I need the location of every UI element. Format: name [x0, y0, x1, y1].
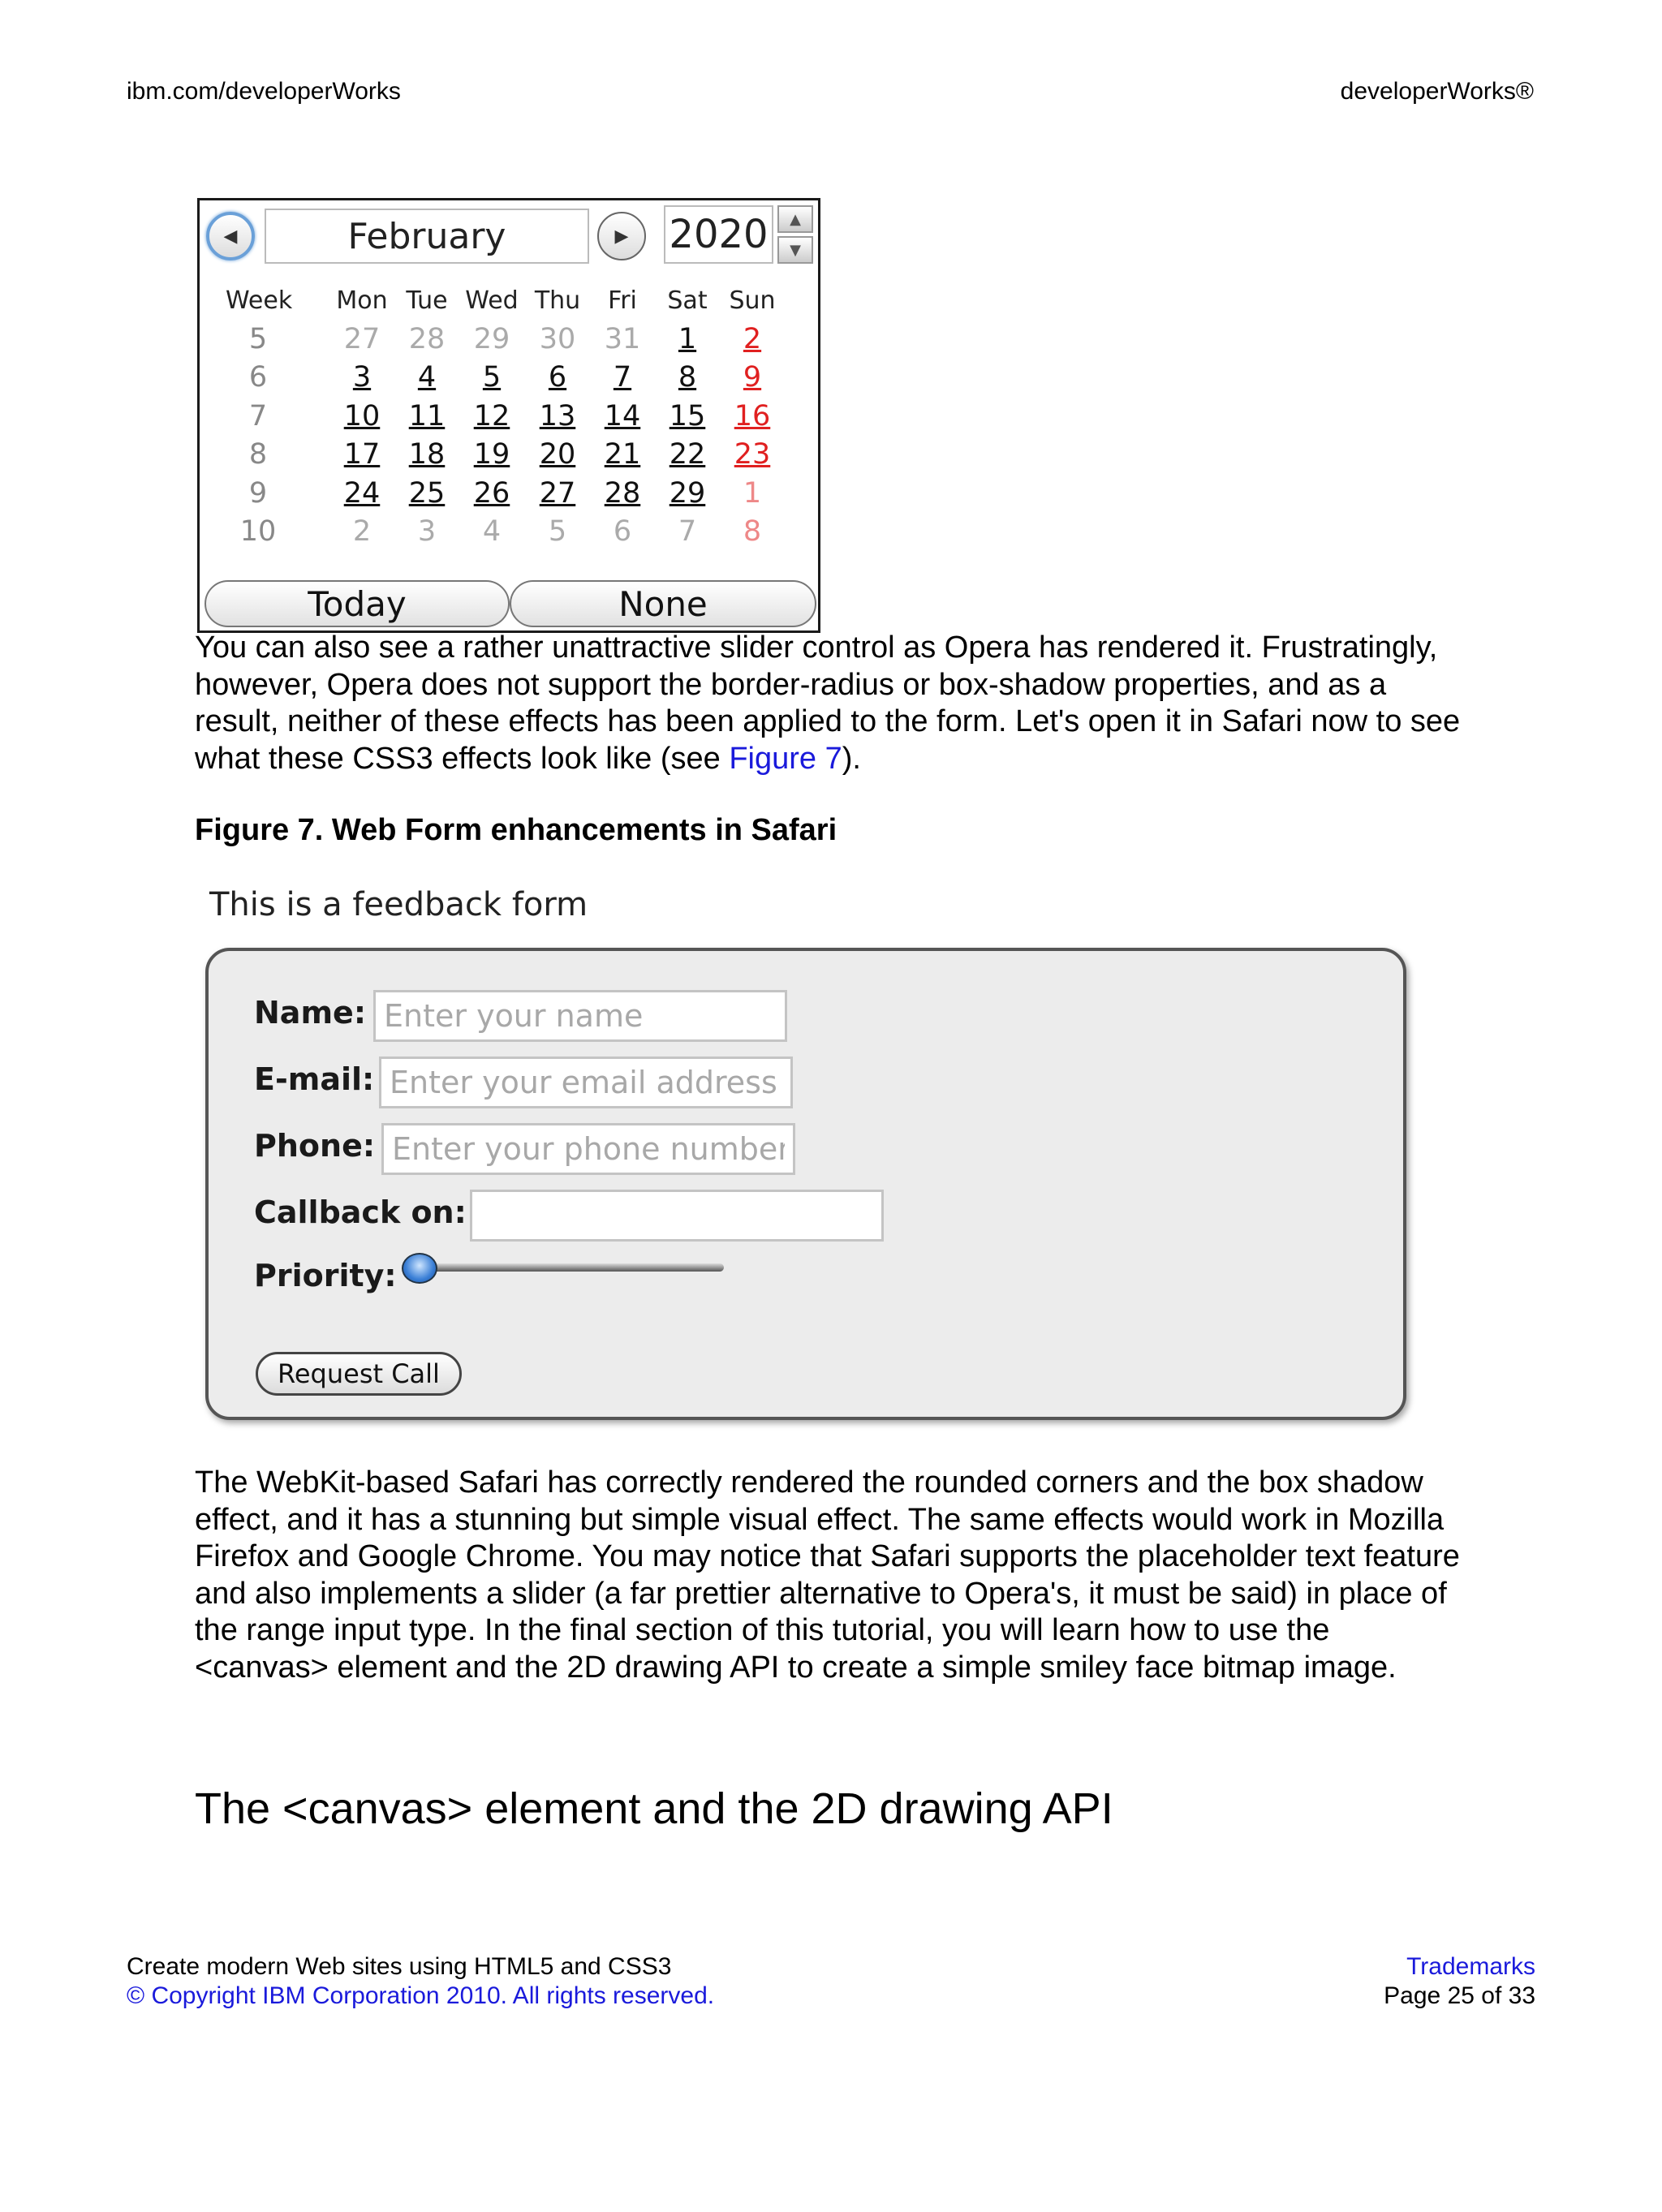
- section-heading: The <canvas> element and the 2D drawing API: [195, 1784, 1113, 1833]
- calendar-week-row: [200, 359, 818, 398]
- calendar-day: 29: [473, 322, 510, 355]
- calendar-day[interactable]: 25: [408, 476, 446, 510]
- calendar-day: 4: [482, 515, 502, 548]
- calendar-day[interactable]: 29: [669, 476, 706, 510]
- name-input[interactable]: [373, 990, 787, 1042]
- arrow-up-icon: ▲: [790, 210, 801, 228]
- arrow-down-icon: ▼: [790, 241, 801, 259]
- figure7-link[interactable]: Figure 7: [729, 741, 842, 776]
- paragraph-opera-tail: ).: [842, 741, 861, 776]
- paragraph-opera: [195, 630, 1461, 777]
- footer-page-number: Page 25 of 33: [1384, 1982, 1535, 2009]
- calendar-week-row: [200, 321, 818, 359]
- today-button[interactable]: Today: [205, 580, 510, 627]
- calendar-grid: [200, 282, 818, 552]
- month-field[interactable]: February: [265, 209, 589, 264]
- weekday-header: Fri: [608, 286, 637, 315]
- calendar-day[interactable]: 9: [743, 361, 762, 394]
- request-call-button[interactable]: Request Call: [256, 1352, 462, 1396]
- email-input[interactable]: [379, 1057, 793, 1108]
- feedback-form: [205, 948, 1406, 1420]
- calendar-day: 30: [539, 322, 576, 355]
- calendar-day[interactable]: 10: [343, 399, 381, 433]
- calendar-day[interactable]: 23: [734, 438, 771, 471]
- calendar-day[interactable]: 17: [343, 438, 381, 471]
- calendar-week-row: [200, 513, 818, 552]
- calendar-header-row: [200, 282, 818, 321]
- weekday-header: Thu: [534, 286, 581, 315]
- form-title: This is a feedback form: [209, 886, 588, 923]
- header-brand: developerWorks®: [1340, 78, 1534, 105]
- calendar-day: 31: [604, 322, 641, 355]
- calendar-week-row: [200, 398, 818, 437]
- none-button[interactable]: None: [510, 580, 816, 627]
- phone-label: Phone:: [254, 1128, 376, 1164]
- calendar-day[interactable]: 26: [473, 476, 510, 510]
- calendar-day[interactable]: 2: [743, 322, 762, 355]
- calendar-day[interactable]: 11: [408, 399, 446, 433]
- triangle-right-icon: ▶: [614, 226, 629, 247]
- footer-copyright-link[interactable]: © Copyright IBM Corporation 2010. All rights reserved.: [127, 1982, 715, 2009]
- calendar-day[interactable]: 1: [678, 322, 697, 355]
- week-number: 8: [248, 438, 268, 471]
- calendar-day[interactable]: 7: [613, 361, 632, 394]
- callback-label: Callback on:: [254, 1194, 467, 1230]
- week-number: 6: [248, 361, 268, 394]
- week-number: 9: [248, 476, 268, 510]
- email-label: E-mail:: [254, 1061, 375, 1097]
- calendar-day[interactable]: 3: [352, 361, 372, 394]
- calendar-day[interactable]: 18: [408, 438, 446, 471]
- calendar-day[interactable]: 6: [548, 361, 567, 394]
- calendar-day[interactable]: 19: [473, 438, 510, 471]
- figure-caption: Figure 7. Web Form enhancements in Safari: [195, 813, 837, 847]
- year-down-button[interactable]: [777, 236, 813, 264]
- weekday-header: Tue: [406, 286, 448, 315]
- year-field[interactable]: 2020: [664, 205, 773, 264]
- calendar-widget: [197, 198, 820, 633]
- paragraph-opera-text: You can also see a rather unattractive slider control as Opera has rendered it. Frustratingly, however, Opera does not support the border-radius or box-shadow properties, and as a result, neither of these effects has been applied to the form. Let's open it in Safari now to see what these CSS3 effects look like (see: [195, 630, 1461, 776]
- calendar-day[interactable]: 12: [473, 399, 510, 433]
- calendar-day: 6: [613, 515, 632, 548]
- calendar-day[interactable]: 22: [669, 438, 706, 471]
- paragraph-safari: The WebKit-based Safari has correctly rendered the rounded corners and the box shadow effect, and it has a stunning but simple visual effect. The same effects would work in Mozilla Firefox and Google Chrome. You may notice that Safari supports the placeholder text feature and also implements a slider (a far prettier alternative to Opera's, it must be said) in place of the range input type. In the final section of this tutorial, you will learn how to use the <canvas> element and the 2D drawing API to create a simple smiley face bitmap image.: [195, 1465, 1460, 1685]
- footer-title: Create modern Web sites using HTML5 and CSS3: [127, 1953, 672, 1980]
- calendar-day: 3: [417, 515, 437, 548]
- priority-slider[interactable]: [407, 1263, 724, 1272]
- calendar-day: 7: [678, 515, 697, 548]
- calendar-day[interactable]: 4: [417, 361, 437, 394]
- prev-month-button[interactable]: [206, 212, 255, 260]
- callback-input[interactable]: [470, 1190, 884, 1242]
- calendar-day[interactable]: 27: [539, 476, 576, 510]
- calendar-day: 5: [548, 515, 567, 548]
- week-number: 7: [248, 399, 268, 433]
- calendar-day[interactable]: 13: [539, 399, 576, 433]
- phone-input[interactable]: [381, 1123, 795, 1175]
- year-up-button[interactable]: [777, 205, 813, 233]
- triangle-left-icon: ◀: [223, 226, 238, 247]
- footer-trademarks-link[interactable]: Trademarks: [1406, 1953, 1535, 1980]
- calendar-day: 28: [408, 322, 446, 355]
- priority-label: Priority:: [254, 1258, 397, 1293]
- calendar-day: 2: [352, 515, 372, 548]
- year-spinner: [777, 205, 813, 264]
- weekday-header: Sat: [667, 286, 708, 315]
- slider-thumb[interactable]: [402, 1253, 437, 1284]
- calendar-day: 1: [743, 476, 762, 510]
- week-number: 10: [239, 515, 277, 548]
- calendar-week-row: [200, 436, 818, 475]
- calendar-day[interactable]: 28: [604, 476, 641, 510]
- weekday-header: Week: [226, 286, 293, 315]
- weekday-header: Mon: [336, 286, 388, 315]
- calendar-day[interactable]: 8: [678, 361, 697, 394]
- calendar-day[interactable]: 21: [604, 438, 641, 471]
- calendar-day[interactable]: 15: [669, 399, 706, 433]
- calendar-day: 8: [743, 515, 762, 548]
- calendar-day[interactable]: 14: [604, 399, 641, 433]
- week-number: 5: [248, 322, 268, 355]
- next-month-button[interactable]: [597, 212, 646, 260]
- calendar-day[interactable]: 5: [482, 361, 502, 394]
- name-label: Name:: [254, 995, 367, 1031]
- calendar-week-row: [200, 475, 818, 514]
- weekday-header: Wed: [465, 286, 519, 315]
- calendar-day[interactable]: 24: [343, 476, 381, 510]
- header-site: ibm.com/developerWorks: [127, 78, 401, 105]
- calendar-day: 27: [343, 322, 381, 355]
- weekday-header: Sun: [729, 286, 776, 315]
- calendar-day[interactable]: 20: [539, 438, 576, 471]
- calendar-day[interactable]: 16: [734, 399, 771, 433]
